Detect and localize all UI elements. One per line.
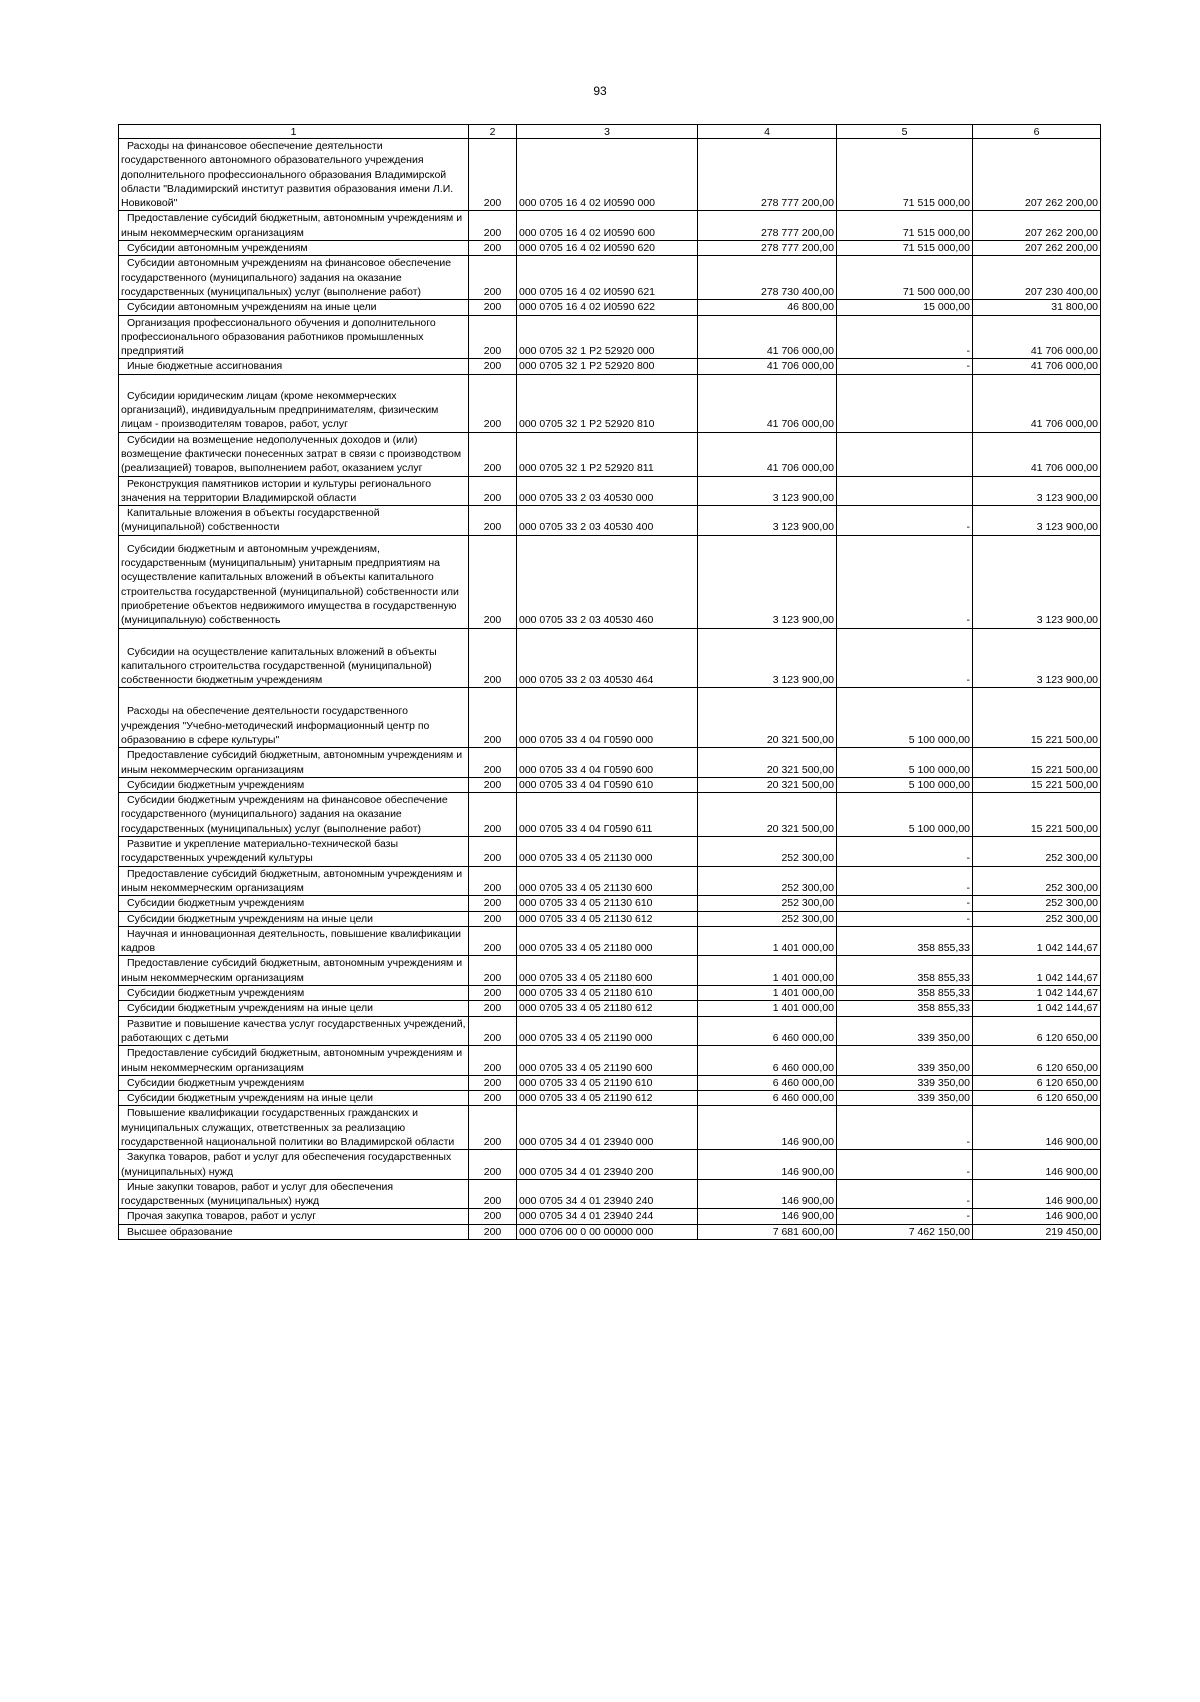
row-admin-code-cell: 200 <box>469 1106 517 1150</box>
row-amount-col4-cell: 20 321 500,00 <box>698 777 837 792</box>
row-amount-col6-cell: 252 300,00 <box>973 866 1101 896</box>
row-name-cell <box>119 911 469 926</box>
row-admin-code-cell: 200 <box>469 1209 517 1224</box>
table-row <box>119 777 1101 792</box>
row-amount-col6-cell: 252 300,00 <box>973 837 1101 867</box>
row-amount-col4-cell: 252 300,00 <box>698 896 837 911</box>
row-amount-col4-cell: 3 123 900,00 <box>698 476 837 506</box>
row-amount-col5-cell: 5 100 000,00 <box>837 793 973 837</box>
row-amount-col6-cell: 15 221 500,00 <box>973 777 1101 792</box>
row-amount-col6-cell: 207 230 400,00 <box>973 256 1101 300</box>
row-name-text: Субсидии бюджетным учреждениям на иные цели <box>127 1092 373 1105</box>
row-classification-code-cell: 000 0705 33 4 05 21190 610 <box>517 1075 698 1090</box>
row-name-text: Организация профессионального обучения и дополнительного профессионального образования работников промышленных предприятий <box>121 316 436 358</box>
table-row <box>119 926 1101 956</box>
row-admin-code-cell: 200 <box>469 1001 517 1016</box>
row-amount-col6-cell: 207 262 200,00 <box>973 139 1101 211</box>
row-amount-col5-cell: 358 855,33 <box>837 956 973 986</box>
row-admin-code-cell: 200 <box>469 748 517 778</box>
row-admin-code-cell: 200 <box>469 837 517 867</box>
row-name-cell <box>119 986 469 1001</box>
row-amount-col5-cell <box>837 374 973 432</box>
row-amount-col6-cell: 1 042 144,67 <box>973 1001 1101 1016</box>
row-amount-col6-cell: 3 123 900,00 <box>973 535 1101 628</box>
row-name-text: Научная и инновационная деятельность, повышение квалификации кадров <box>121 927 461 955</box>
row-amount-col5-cell: 71 500 000,00 <box>837 256 973 300</box>
row-amount-col6-cell: 41 706 000,00 <box>973 315 1101 359</box>
row-name-text: Расходы на финансовое обеспечение деятельности государственного автономного образовательного учреждения дополнительного профессионального образования Владимирской области "Владимирский институт развития образования имени Л.И. Новиковой" <box>121 140 454 210</box>
column-header: 4 <box>698 125 837 139</box>
row-admin-code-cell: 200 <box>469 956 517 986</box>
row-amount-col5-cell: - <box>837 535 973 628</box>
table-row <box>119 1209 1101 1224</box>
row-classification-code-cell: 000 0705 16 4 02 И0590 622 <box>517 300 698 315</box>
row-amount-col6-cell: 6 120 650,00 <box>973 1091 1101 1106</box>
row-amount-col5-cell: 358 855,33 <box>837 1001 973 1016</box>
row-amount-col6-cell: 207 262 200,00 <box>973 241 1101 256</box>
row-amount-col4-cell: 3 123 900,00 <box>698 628 837 688</box>
table-row <box>119 139 1101 211</box>
table-row <box>119 986 1101 1001</box>
table-row <box>119 1179 1101 1209</box>
row-classification-code-cell: 000 0705 16 4 02 И0590 621 <box>517 256 698 300</box>
row-amount-col5-cell: - <box>837 1209 973 1224</box>
row-classification-code-cell: 000 0705 32 1 P2 52920 800 <box>517 359 698 374</box>
row-classification-code-cell: 000 0705 33 4 05 21130 610 <box>517 896 698 911</box>
table-row <box>119 211 1101 241</box>
table-row <box>119 837 1101 867</box>
row-admin-code-cell: 200 <box>469 1046 517 1076</box>
row-amount-col5-cell: 358 855,33 <box>837 926 973 956</box>
row-name-text: Субсидии бюджетным учреждениям <box>127 987 305 1000</box>
row-admin-code-cell: 200 <box>469 1179 517 1209</box>
row-name-cell <box>119 1209 469 1224</box>
row-admin-code-cell: 200 <box>469 866 517 896</box>
row-amount-col5-cell: - <box>837 359 973 374</box>
row-amount-col5-cell <box>837 476 973 506</box>
row-classification-code-cell: 000 0705 33 4 05 21180 610 <box>517 986 698 1001</box>
row-amount-col4-cell: 41 706 000,00 <box>698 359 837 374</box>
row-admin-code-cell: 200 <box>469 1150 517 1180</box>
table-row <box>119 256 1101 300</box>
table-row <box>119 1091 1101 1106</box>
row-admin-code-cell: 200 <box>469 300 517 315</box>
row-classification-code-cell: 000 0705 33 2 03 40530 400 <box>517 506 698 536</box>
row-amount-col6-cell: 146 900,00 <box>973 1106 1101 1150</box>
row-amount-col5-cell: 339 350,00 <box>837 1075 973 1090</box>
table-row <box>119 1016 1101 1046</box>
row-amount-col5-cell: 339 350,00 <box>837 1091 973 1106</box>
row-name-text: Субсидии на осуществление капитальных вложений в объекты капитального строительства государственной (муниципальной) собственности бюджетным учреждениям <box>121 645 437 687</box>
row-amount-col6-cell: 6 120 650,00 <box>973 1016 1101 1046</box>
row-admin-code-cell: 200 <box>469 241 517 256</box>
row-classification-code-cell: 000 0705 33 4 05 21190 000 <box>517 1016 698 1046</box>
row-amount-col4-cell: 278 777 200,00 <box>698 211 837 241</box>
row-amount-col5-cell: 71 515 000,00 <box>837 241 973 256</box>
row-amount-col5-cell <box>837 432 973 476</box>
row-amount-col4-cell: 146 900,00 <box>698 1209 837 1224</box>
row-amount-col4-cell: 20 321 500,00 <box>698 688 837 748</box>
row-name-text: Развитие и повышение качества услуг государственных учреждений, работающих с детьми <box>121 1017 466 1044</box>
budget-table <box>118 124 1101 1240</box>
row-amount-col5-cell: 15 000,00 <box>837 300 973 315</box>
row-amount-col5-cell: 71 515 000,00 <box>837 139 973 211</box>
row-amount-col4-cell: 41 706 000,00 <box>698 432 837 476</box>
row-classification-code-cell: 000 0705 32 1 P2 52920 810 <box>517 374 698 432</box>
table-row <box>119 1075 1101 1090</box>
column-header: 6 <box>973 125 1101 139</box>
row-amount-col6-cell: 3 123 900,00 <box>973 628 1101 688</box>
column-header: 3 <box>517 125 698 139</box>
row-admin-code-cell: 200 <box>469 896 517 911</box>
row-admin-code-cell: 200 <box>469 211 517 241</box>
row-amount-col4-cell: 146 900,00 <box>698 1150 837 1180</box>
row-admin-code-cell: 200 <box>469 688 517 748</box>
row-amount-col4-cell: 1 401 000,00 <box>698 956 837 986</box>
row-name-text: Расходы на обеспечение деятельности государственного учреждения "Учебно-методический информационный центр по образованию в сфере культуры" <box>121 705 430 746</box>
row-name-cell <box>119 535 469 628</box>
row-admin-code-cell: 200 <box>469 1224 517 1239</box>
row-amount-col6-cell: 41 706 000,00 <box>973 359 1101 374</box>
table-row <box>119 535 1101 628</box>
row-amount-col6-cell: 146 900,00 <box>973 1150 1101 1180</box>
row-name-cell <box>119 748 469 778</box>
row-amount-col5-cell: - <box>837 911 973 926</box>
row-name-cell <box>119 374 469 432</box>
row-name-text: Повышение квалификации государственных гражданских и муниципальных служащих, ответственных за реализацию государственной национальной политики во Владимирской области <box>121 1107 455 1148</box>
row-classification-code-cell: 000 0705 32 1 P2 52920 000 <box>517 315 698 359</box>
row-classification-code-cell: 000 0705 16 4 02 И0590 620 <box>517 241 698 256</box>
row-amount-col4-cell: 1 401 000,00 <box>698 926 837 956</box>
row-classification-code-cell: 000 0706 00 0 00 00000 000 <box>517 1224 698 1239</box>
row-amount-col4-cell: 278 730 400,00 <box>698 256 837 300</box>
row-amount-col6-cell: 1 042 144,67 <box>973 986 1101 1001</box>
row-amount-col4-cell: 1 401 000,00 <box>698 1001 837 1016</box>
row-name-cell <box>119 688 469 748</box>
row-amount-col6-cell: 6 120 650,00 <box>973 1075 1101 1090</box>
row-name-cell <box>119 256 469 300</box>
table-row <box>119 628 1101 688</box>
row-amount-col4-cell: 6 460 000,00 <box>698 1016 837 1046</box>
row-amount-col4-cell: 7 681 600,00 <box>698 1224 837 1239</box>
row-name-cell <box>119 1179 469 1209</box>
row-amount-col5-cell: - <box>837 1150 973 1180</box>
row-admin-code-cell: 200 <box>469 374 517 432</box>
table-row <box>119 1106 1101 1150</box>
row-classification-code-cell: 000 0705 33 2 03 40530 000 <box>517 476 698 506</box>
table-row <box>119 911 1101 926</box>
row-classification-code-cell: 000 0705 33 4 04 Г0590 610 <box>517 777 698 792</box>
row-classification-code-cell: 000 0705 34 4 01 23940 200 <box>517 1150 698 1180</box>
row-amount-col5-cell: - <box>837 315 973 359</box>
row-amount-col6-cell: 31 800,00 <box>973 300 1101 315</box>
row-name-text: Субсидии бюджетным учреждениям <box>127 778 305 791</box>
row-name-text: Субсидии бюджетным учреждениям <box>127 897 305 910</box>
row-amount-col6-cell: 1 042 144,67 <box>973 956 1101 986</box>
row-classification-code-cell: 000 0705 16 4 02 И0590 600 <box>517 211 698 241</box>
row-admin-code-cell: 200 <box>469 506 517 536</box>
row-amount-col6-cell: 41 706 000,00 <box>973 374 1101 432</box>
row-name-text: Предоставление субсидий бюджетным, автономным учреждениям и иным некоммерческим организациям <box>121 867 463 894</box>
table-row <box>119 866 1101 896</box>
table-row <box>119 359 1101 374</box>
row-name-text: Субсидии бюджетным учреждениям на финансовое обеспечение государственного (муниципального) задания на оказание государственных (муниципальных) услуг (выполнение работ) <box>121 794 448 835</box>
row-amount-col4-cell: 1 401 000,00 <box>698 986 837 1001</box>
row-amount-col5-cell: - <box>837 506 973 536</box>
column-header: 2 <box>469 125 517 139</box>
row-name-cell <box>119 139 469 211</box>
table-row <box>119 315 1101 359</box>
row-classification-code-cell: 000 0705 33 4 05 21130 600 <box>517 866 698 896</box>
row-name-text: Капитальные вложения в объекты государственной (муниципальной) собственности <box>121 507 380 534</box>
row-classification-code-cell: 000 0705 33 4 04 Г0590 000 <box>517 688 698 748</box>
row-name-cell <box>119 476 469 506</box>
table-row <box>119 374 1101 432</box>
row-name-text: Субсидии бюджетным учреждениям <box>127 1076 305 1089</box>
row-amount-col5-cell: 339 350,00 <box>837 1016 973 1046</box>
table-row <box>119 506 1101 536</box>
row-name-cell <box>119 300 469 315</box>
row-classification-code-cell: 000 0705 33 4 05 21190 612 <box>517 1091 698 1106</box>
row-name-cell <box>119 1001 469 1016</box>
row-classification-code-cell: 000 0705 16 4 02 И0590 000 <box>517 139 698 211</box>
row-amount-col6-cell: 252 300,00 <box>973 896 1101 911</box>
row-name-cell <box>119 926 469 956</box>
row-amount-col6-cell: 3 123 900,00 <box>973 476 1101 506</box>
row-amount-col4-cell: 20 321 500,00 <box>698 793 837 837</box>
row-amount-col6-cell: 146 900,00 <box>973 1209 1101 1224</box>
row-name-text: Предоставление субсидий бюджетным, автономным учреждениям и иным некоммерческим организациям <box>121 957 463 984</box>
row-amount-col4-cell: 146 900,00 <box>698 1179 837 1209</box>
row-amount-col5-cell: 339 350,00 <box>837 1046 973 1076</box>
row-amount-col5-cell: - <box>837 896 973 911</box>
row-name-text: Развитие и укрепление материально-технической базы государственных учреждений культуры <box>121 838 399 865</box>
row-classification-code-cell: 000 0705 33 4 04 Г0590 600 <box>517 748 698 778</box>
row-classification-code-cell: 000 0705 33 4 05 21180 000 <box>517 926 698 956</box>
table-row <box>119 1001 1101 1016</box>
row-name-text: Предоставление субсидий бюджетным, автономным учреждениям и иным некоммерческим организациям <box>121 749 463 776</box>
row-name-cell <box>119 315 469 359</box>
row-amount-col5-cell: 71 515 000,00 <box>837 211 973 241</box>
page-number: 93 <box>593 84 607 98</box>
row-name-cell <box>119 1106 469 1150</box>
row-amount-col4-cell: 6 460 000,00 <box>698 1075 837 1090</box>
row-amount-col6-cell: 1 042 144,67 <box>973 926 1101 956</box>
row-admin-code-cell: 200 <box>469 986 517 1001</box>
row-classification-code-cell: 000 0705 33 4 05 21180 612 <box>517 1001 698 1016</box>
row-name-text: Субсидии бюджетным и автономным учреждениям, государственным (муниципальным) унитарным предприятиям на осуществление капитальных вложений в объекты капитального строительства государственной (муниципальной) собственности или приобретение объектов недвижимого имущества в государственную (муниципальную) собственность <box>121 542 459 627</box>
row-name-text: Прочая закупка товаров, работ и услуг <box>127 1210 317 1223</box>
row-classification-code-cell: 000 0705 33 4 05 21190 600 <box>517 1046 698 1076</box>
row-admin-code-cell: 200 <box>469 911 517 926</box>
row-admin-code-cell: 200 <box>469 926 517 956</box>
table-row <box>119 688 1101 748</box>
row-amount-col4-cell: 3 123 900,00 <box>698 506 837 536</box>
row-amount-col5-cell: - <box>837 1106 973 1150</box>
row-amount-col5-cell: 5 100 000,00 <box>837 748 973 778</box>
column-header: 1 <box>119 125 469 139</box>
row-admin-code-cell: 200 <box>469 628 517 688</box>
row-name-cell <box>119 359 469 374</box>
row-classification-code-cell: 000 0705 34 4 01 23940 000 <box>517 1106 698 1150</box>
row-admin-code-cell: 200 <box>469 139 517 211</box>
row-classification-code-cell: 000 0705 34 4 01 23940 244 <box>517 1209 698 1224</box>
row-name-cell <box>119 506 469 536</box>
table-row <box>119 1046 1101 1076</box>
row-amount-col5-cell: 5 100 000,00 <box>837 777 973 792</box>
row-name-text: Субсидии юридическим лицам (кроме некоммерческих организаций), индивидуальным предпринимателям, физическим лицам - производителям товаров, работ, услуг <box>121 389 439 431</box>
row-name-text: Субсидии автономным учреждениям <box>127 242 308 255</box>
row-amount-col6-cell: 6 120 650,00 <box>973 1046 1101 1076</box>
row-amount-col5-cell: - <box>837 1179 973 1209</box>
row-name-cell <box>119 1224 469 1239</box>
row-amount-col6-cell: 15 221 500,00 <box>973 688 1101 748</box>
row-name-cell <box>119 241 469 256</box>
row-amount-col5-cell: - <box>837 837 973 867</box>
row-admin-code-cell: 200 <box>469 1016 517 1046</box>
row-classification-code-cell: 000 0705 32 1 P2 52920 811 <box>517 432 698 476</box>
row-amount-col4-cell: 41 706 000,00 <box>698 315 837 359</box>
table-row <box>119 956 1101 986</box>
row-amount-col4-cell: 252 300,00 <box>698 866 837 896</box>
column-header: 5 <box>837 125 973 139</box>
row-admin-code-cell: 200 <box>469 256 517 300</box>
row-admin-code-cell: 200 <box>469 1091 517 1106</box>
row-amount-col6-cell: 15 221 500,00 <box>973 793 1101 837</box>
row-admin-code-cell: 200 <box>469 359 517 374</box>
row-name-cell <box>119 1046 469 1076</box>
row-name-text: Высшее образование <box>127 1225 233 1238</box>
table-row <box>119 793 1101 837</box>
table-row <box>119 1224 1101 1239</box>
row-amount-col4-cell: 6 460 000,00 <box>698 1091 837 1106</box>
row-admin-code-cell: 200 <box>469 476 517 506</box>
table-body <box>119 139 1101 1240</box>
row-amount-col4-cell: 252 300,00 <box>698 837 837 867</box>
row-amount-col4-cell: 252 300,00 <box>698 911 837 926</box>
row-name-text: Иные закупки товаров, работ и услуг для обеспечения государственных (муниципальных) нужд <box>121 1180 394 1208</box>
row-classification-code-cell: 000 0705 33 2 03 40530 460 <box>517 535 698 628</box>
row-name-text: Закупка товаров, работ и услуг для обеспечения государственных (муниципальных) нужд <box>121 1151 452 1178</box>
row-name-text: Субсидии бюджетным учреждениям на иные цели <box>127 912 373 925</box>
row-amount-col6-cell: 252 300,00 <box>973 911 1101 926</box>
row-amount-col4-cell: 278 777 200,00 <box>698 139 837 211</box>
row-amount-col6-cell: 219 450,00 <box>973 1224 1101 1239</box>
row-amount-col6-cell: 207 262 200,00 <box>973 211 1101 241</box>
row-name-text: Субсидии на возмещение недополученных доходов и (или) возмещение фактически понесенных затрат в связи с производством (реализацией) товаров, выполнением работ, оказанием услуг <box>121 433 462 475</box>
row-amount-col4-cell: 3 123 900,00 <box>698 535 837 628</box>
row-amount-col5-cell: - <box>837 866 973 896</box>
row-classification-code-cell: 000 0705 33 4 05 21180 600 <box>517 956 698 986</box>
row-classification-code-cell: 000 0705 34 4 01 23940 240 <box>517 1179 698 1209</box>
table-row <box>119 1150 1101 1180</box>
row-amount-col6-cell: 41 706 000,00 <box>973 432 1101 476</box>
row-admin-code-cell: 200 <box>469 1075 517 1090</box>
table-row <box>119 432 1101 476</box>
row-amount-col6-cell: 15 221 500,00 <box>973 748 1101 778</box>
row-name-text: Субсидии бюджетным учреждениям на иные цели <box>127 1002 373 1015</box>
row-name-cell <box>119 1150 469 1180</box>
row-name-text: Реконструкция памятников истории и культуры регионального значения на территории Владимирской области <box>121 477 432 504</box>
table-row <box>119 748 1101 778</box>
row-name-cell <box>119 1016 469 1046</box>
row-name-cell <box>119 896 469 911</box>
row-classification-code-cell: 000 0705 33 4 04 Г0590 611 <box>517 793 698 837</box>
row-name-text: Предоставление субсидий бюджетным, автономным учреждениям и иным некоммерческим организациям <box>121 212 463 239</box>
row-amount-col4-cell: 20 321 500,00 <box>698 748 837 778</box>
row-amount-col4-cell: 146 900,00 <box>698 1106 837 1150</box>
row-amount-col5-cell: 358 855,33 <box>837 986 973 1001</box>
row-name-cell <box>119 1091 469 1106</box>
row-name-cell <box>119 793 469 837</box>
row-name-cell <box>119 211 469 241</box>
row-admin-code-cell: 200 <box>469 777 517 792</box>
row-amount-col4-cell: 6 460 000,00 <box>698 1046 837 1076</box>
row-name-cell <box>119 628 469 688</box>
row-name-text: Субсидии автономным учреждениям на финансовое обеспечение государственного (муниципального) задания на оказание государственных (муниципальных) услуг (выполнение работ) <box>121 257 452 298</box>
row-amount-col4-cell: 278 777 200,00 <box>698 241 837 256</box>
table-row <box>119 241 1101 256</box>
row-admin-code-cell: 200 <box>469 793 517 837</box>
row-name-cell <box>119 956 469 986</box>
row-name-text: Предоставление субсидий бюджетным, автономным учреждениям и иным некоммерческим организациям <box>121 1047 463 1074</box>
row-name-cell <box>119 777 469 792</box>
row-amount-col4-cell: 46 800,00 <box>698 300 837 315</box>
row-name-text: Иные бюджетные ассигнования <box>127 360 283 373</box>
table-row <box>119 300 1101 315</box>
table-row <box>119 476 1101 506</box>
row-name-cell <box>119 837 469 867</box>
table-header-row <box>119 125 1101 139</box>
row-amount-col5-cell: - <box>837 628 973 688</box>
row-name-cell <box>119 1075 469 1090</box>
row-classification-code-cell: 000 0705 33 2 03 40530 464 <box>517 628 698 688</box>
row-admin-code-cell: 200 <box>469 432 517 476</box>
row-admin-code-cell: 200 <box>469 535 517 628</box>
row-amount-col4-cell: 41 706 000,00 <box>698 374 837 432</box>
table-row <box>119 896 1101 911</box>
row-name-text: Субсидии автономным учреждениям на иные цели <box>127 301 377 314</box>
row-classification-code-cell: 000 0705 33 4 05 21130 000 <box>517 837 698 867</box>
row-name-cell <box>119 432 469 476</box>
row-amount-col6-cell: 146 900,00 <box>973 1179 1101 1209</box>
row-amount-col6-cell: 3 123 900,00 <box>973 506 1101 536</box>
row-classification-code-cell: 000 0705 33 4 05 21130 612 <box>517 911 698 926</box>
row-amount-col5-cell: 5 100 000,00 <box>837 688 973 748</box>
row-admin-code-cell: 200 <box>469 315 517 359</box>
row-name-cell <box>119 866 469 896</box>
row-amount-col5-cell: 7 462 150,00 <box>837 1224 973 1239</box>
